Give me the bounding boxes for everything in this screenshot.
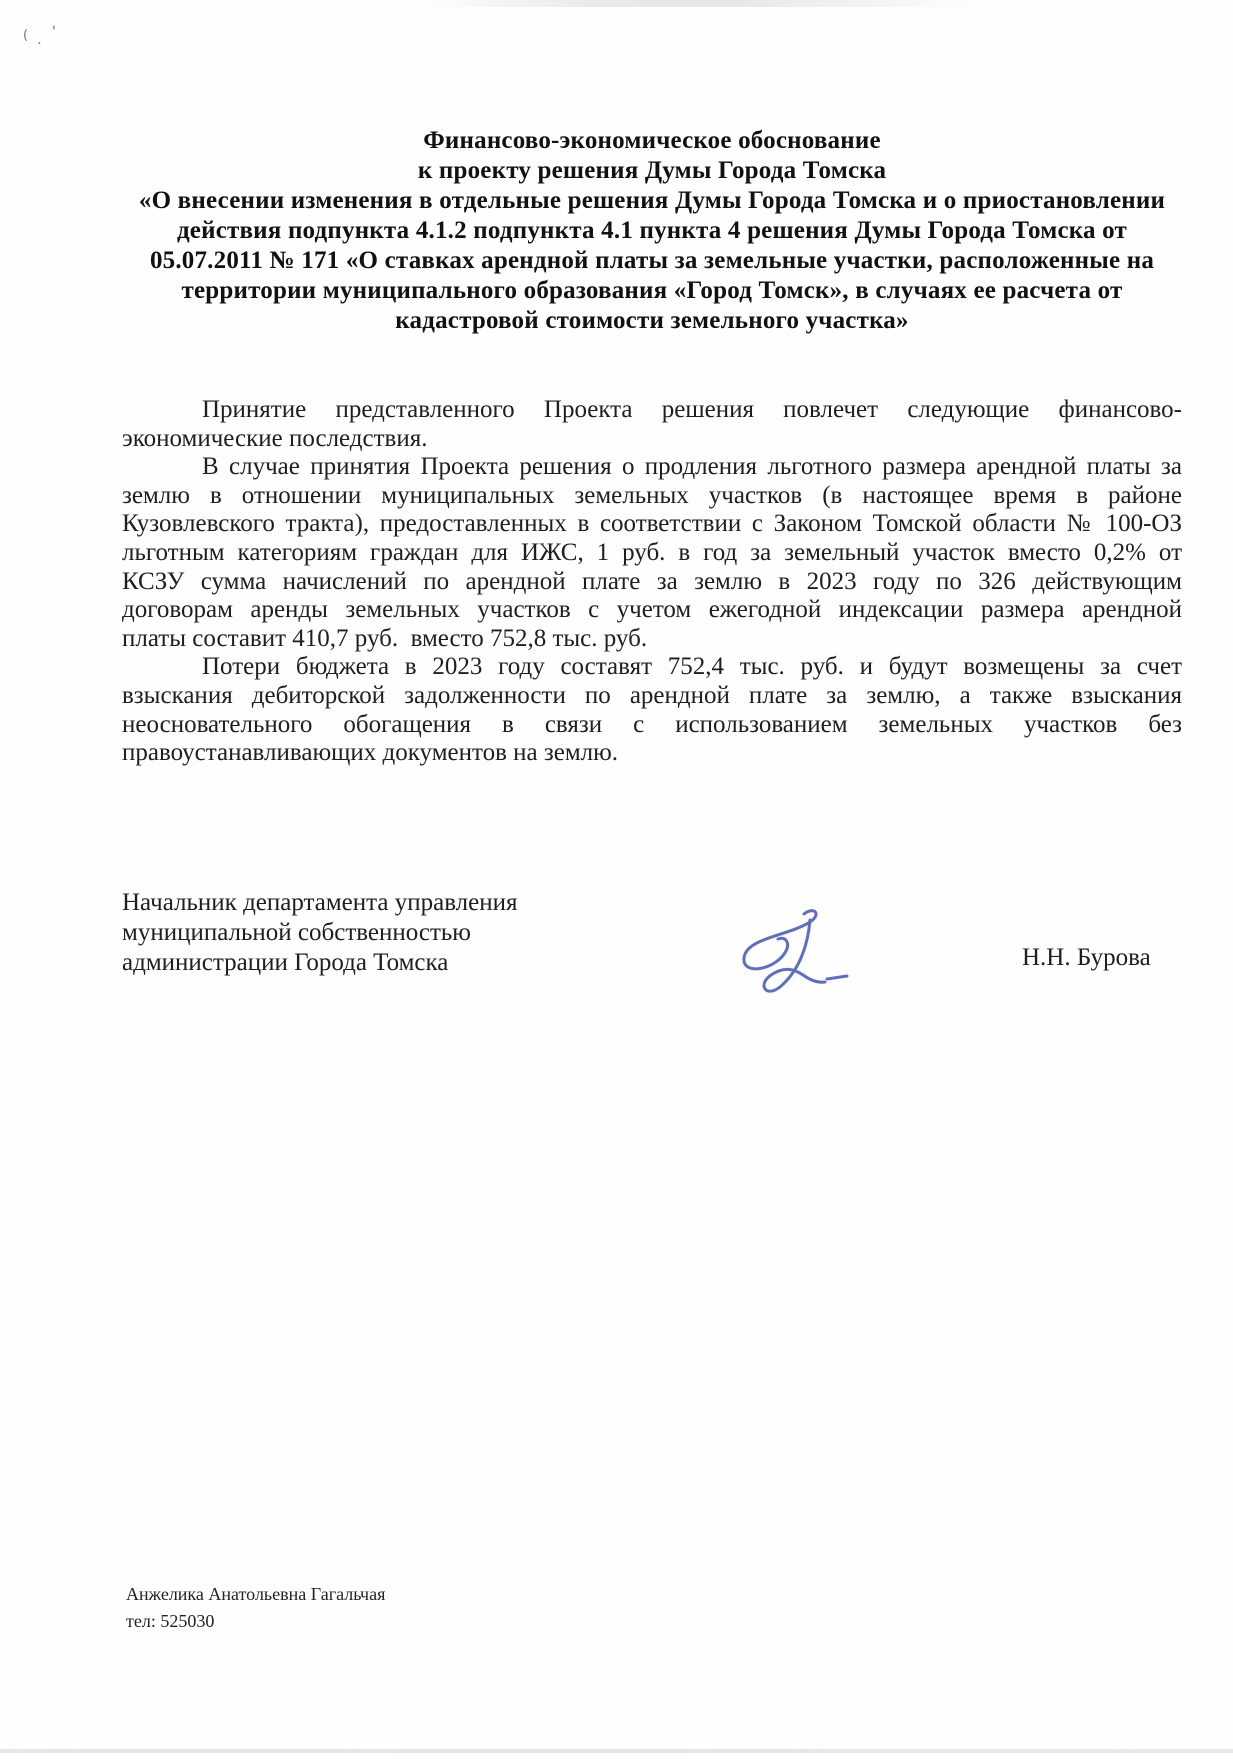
signatory-position-line: муниципальной собственностью <box>122 919 471 946</box>
document-title-line: кадастровой стоимости земельного участка» <box>395 307 909 334</box>
document-body <box>122 396 1182 768</box>
document-title-line: 05.07.2011 № 171 «О ставках арендной платы за земельные участки, расположенные на <box>149 247 1155 274</box>
signatory-position-line: администрации Города Томска <box>122 949 449 976</box>
body-text-line: правоустанавливающих документов на землю. <box>122 739 619 767</box>
document-title-line: территории муниципального образования «Город Томск», в случаях ее расчета от <box>181 277 1123 304</box>
body-text-line: неосновательного обогащения в связи с использованием земельных участков без <box>122 710 1182 738</box>
body-text-line: экономические последствия. <box>122 424 428 452</box>
document-title-line: Финансово-экономическое обоснование <box>423 127 881 154</box>
body-text-line: платы составит 410,7 руб. вместо 752,8 тыс. руб. <box>122 624 648 652</box>
scan-mark-tick: ' <box>52 24 56 40</box>
contact-name: Анжелика Анатольевна Гагальчая <box>126 1584 386 1604</box>
handwritten-signature-icon <box>730 903 855 1008</box>
document-title-line: к проекту решения Думы Города Томска <box>417 157 887 184</box>
scan-smudge-top <box>420 0 980 7</box>
document-title-line: действия подпункта 4.1.2 подпункта 4.1 пункта 4 решения Думы Города Томска от <box>176 217 1128 244</box>
body-text-line: договорам аренды земельных участков с учетом ежегодной индексации размера арендной <box>122 596 1182 624</box>
document-footer <box>126 1581 385 1635</box>
document-title-line: «О внесении изменения в отдельные решения Думы Города Томска и о приостановлении <box>138 187 1166 214</box>
body-text-line: В случае принятия Проекта решения о продления льготного размера арендной платы за <box>202 453 1182 481</box>
scan-stripe-bottom <box>0 1749 1233 1753</box>
contact-phone: тел: 525030 <box>126 1611 215 1631</box>
signatory-position-line: Начальник департамента управления <box>122 889 518 916</box>
body-text-line: КСЗУ сумма начислений по арендной плате за землю в 2023 году по 326 действующим <box>122 567 1182 595</box>
signatory-name: Н.Н. Бурова <box>1022 944 1151 971</box>
body-text-line: льготным категориям граждан для ИЖС, 1 руб. в год за земельный участок вместо 0,2% от <box>122 538 1182 566</box>
body-text-line: Потери бюджета в 2023 году составят 752,4 тыс. руб. и будут возмещены за счет <box>202 653 1182 681</box>
scan-mark-paren: ( <box>23 28 29 43</box>
document-title <box>122 126 1182 336</box>
signatory-position <box>122 888 682 978</box>
scan-mark-dot: . <box>37 30 42 48</box>
body-text-line: взыскания дебиторской задолженности по арендной плате за землю, а также взыскания <box>122 681 1182 709</box>
body-text-line: землю в отношении муниципальных земельных участков (в настоящее время в районе <box>122 481 1182 509</box>
body-text-line: Кузовлевского тракта), предоставленных в соответствии с Законом Томской области № 100-ОЗ <box>122 510 1182 538</box>
body-text-line: Принятие представленного Проекта решения повлечет следующие финансово- <box>202 396 1182 423</box>
